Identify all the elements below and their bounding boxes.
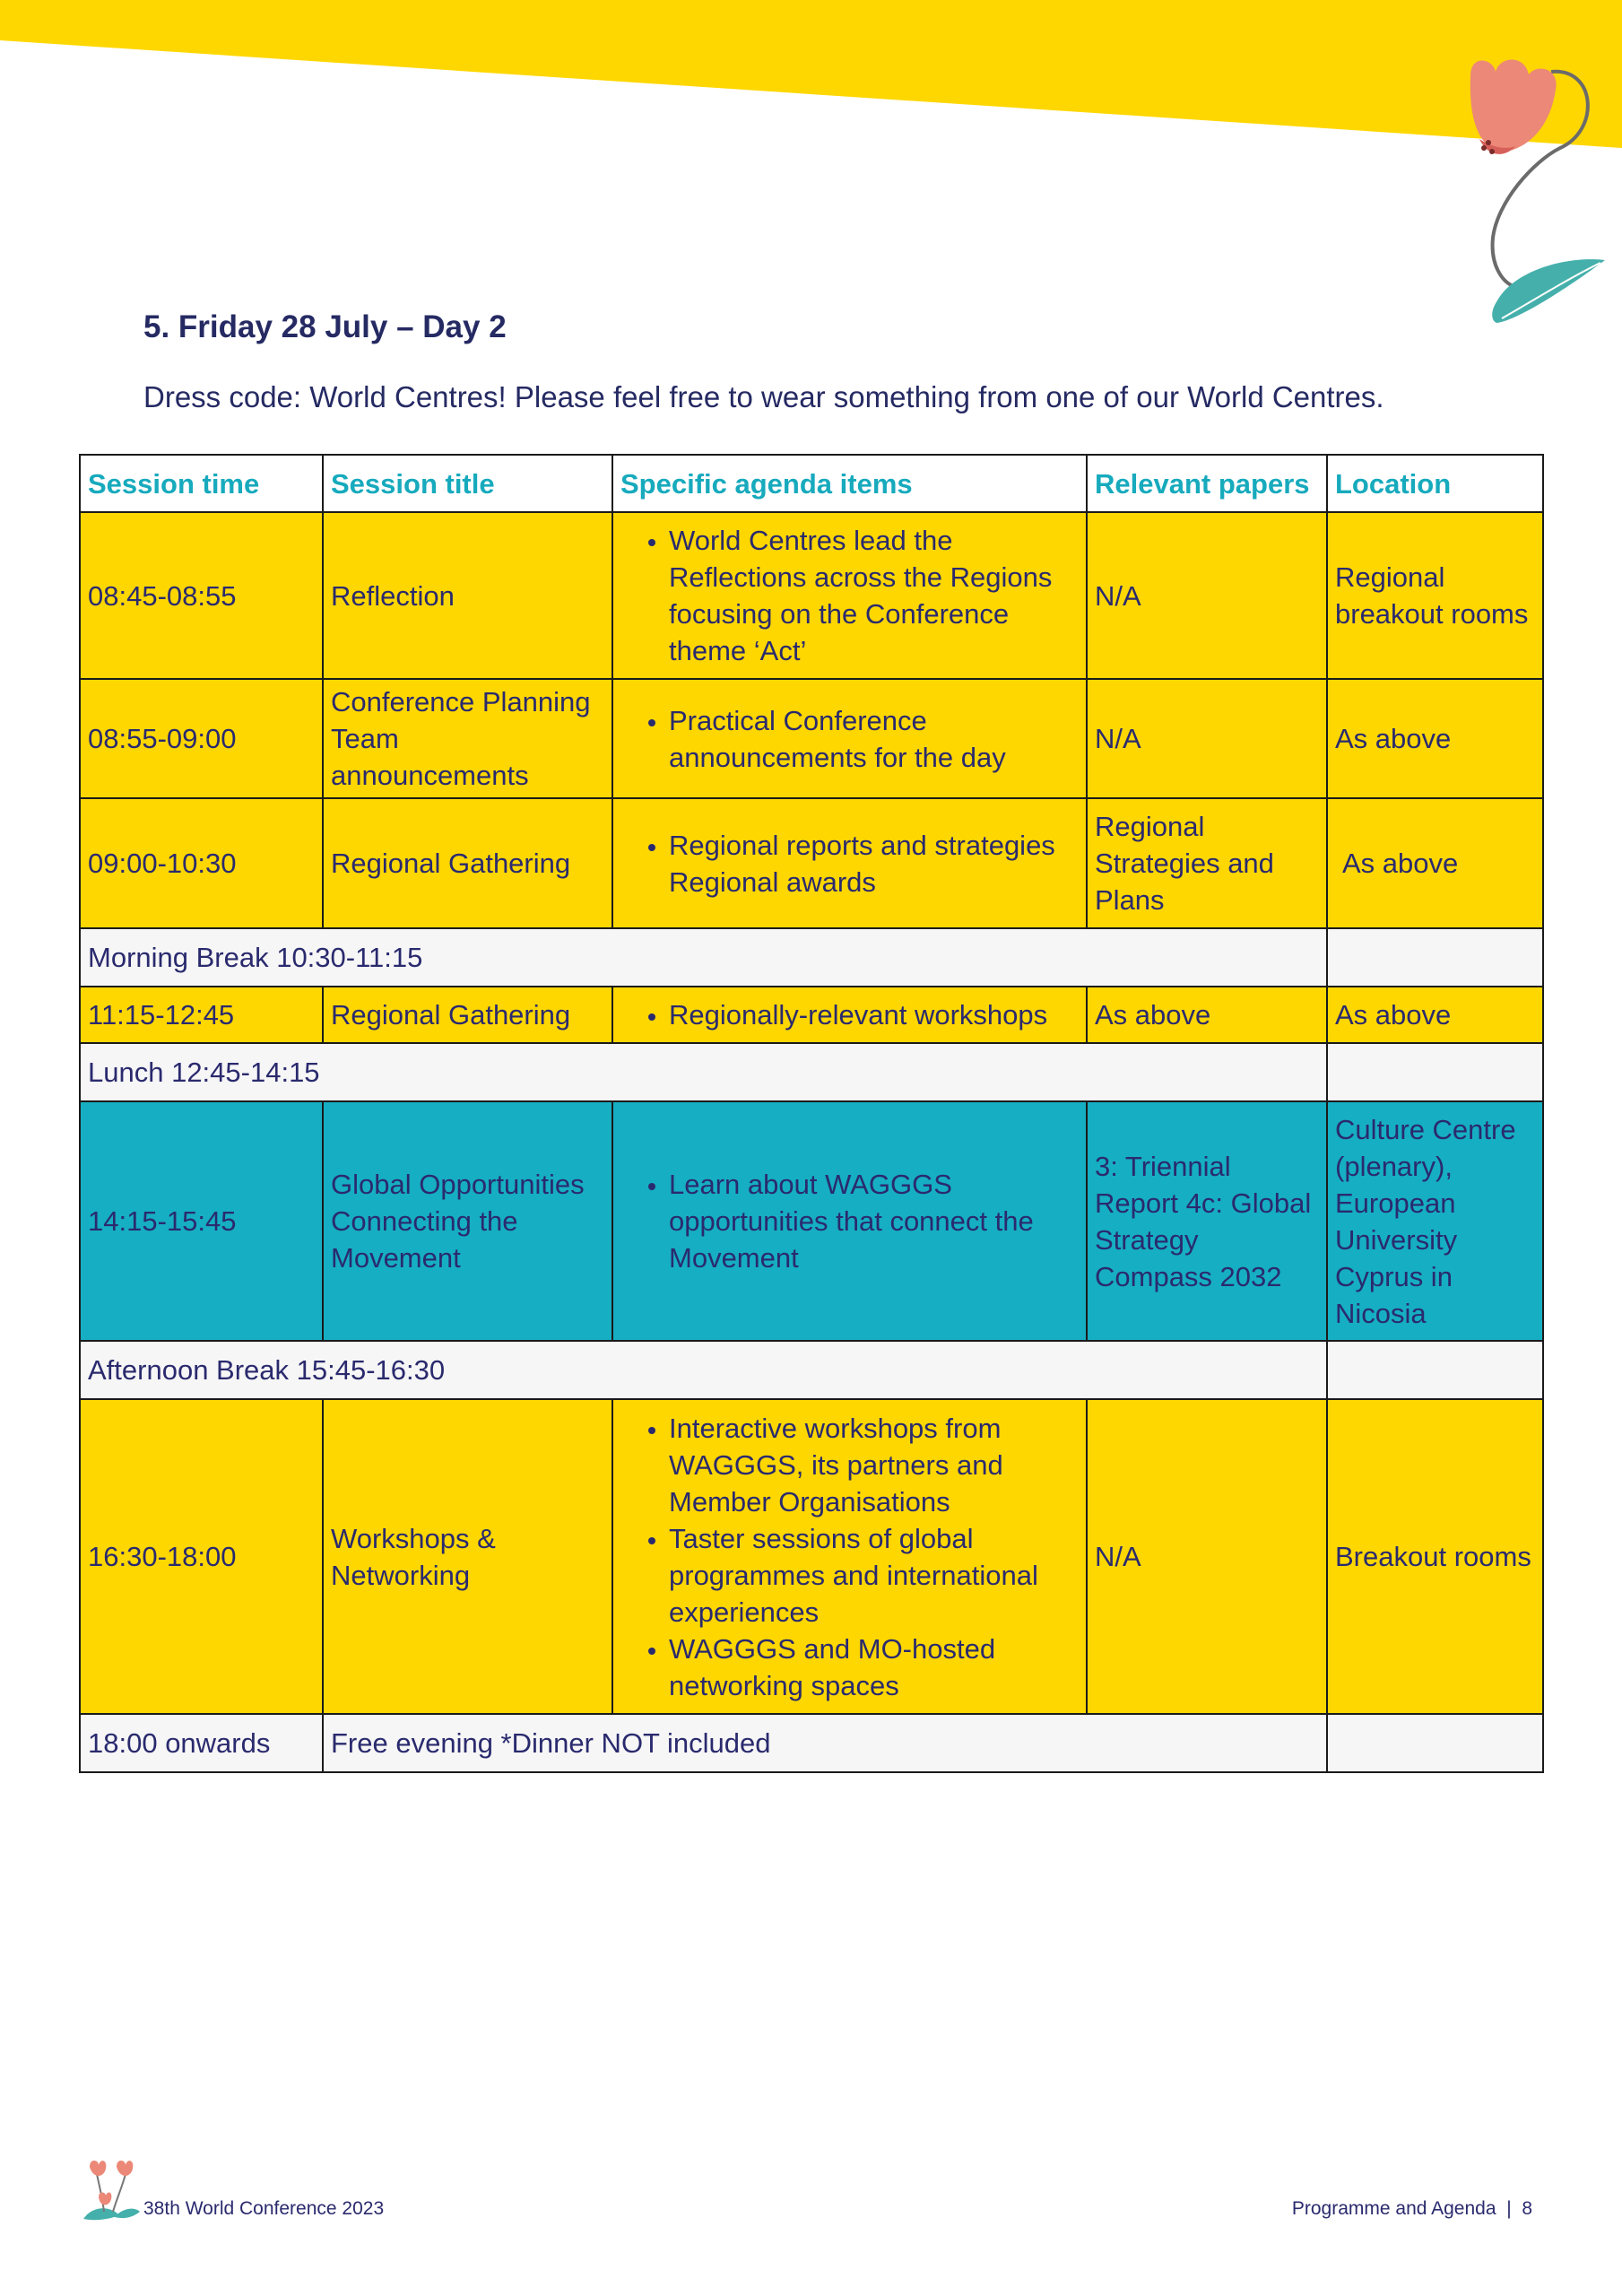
- cell-time: 11:15-12:45: [80, 987, 323, 1043]
- cell-items: [612, 798, 1087, 928]
- break-row: [80, 1043, 1543, 1101]
- list-item: • Taster sessions of global programmes and international experiences: [669, 1520, 1079, 1631]
- list-item: • Regionally-relevant workshops: [669, 996, 1079, 1033]
- flower-illustration-icon: [1453, 49, 1614, 336]
- break-row: [80, 1341, 1543, 1399]
- cell-papers: As above: [1087, 987, 1327, 1043]
- cell-location: Culture Centre (plenary), European University Cyprus in Nicosia: [1327, 1101, 1543, 1341]
- cell-papers: N/A: [1087, 1399, 1327, 1714]
- cell-title: Global Opportunities Connecting the Movement: [323, 1101, 612, 1341]
- table-row: [80, 1714, 1543, 1772]
- break-row: [80, 928, 1543, 987]
- header-location: Location: [1327, 455, 1543, 512]
- section-heading: 5. Friday 28 July – Day 2: [143, 309, 507, 344]
- list-item: • World Centres lead the Reflections across the Regions focusing on the Conference theme ‘Act’: [669, 522, 1079, 669]
- cell-title: Workshops & Networking: [323, 1399, 612, 1714]
- cell-time: 08:45-08:55: [80, 512, 323, 679]
- table-row: [80, 1101, 1543, 1341]
- cell-papers: N/A: [1087, 679, 1327, 798]
- footer-conference-title: 38th World Conference 2023: [143, 2198, 385, 2219]
- dress-code-text: Dress code: World Centres! Please feel free to wear something from one of our World Centres.: [143, 380, 1384, 413]
- table-row: [80, 679, 1543, 798]
- cell-title: Reflection: [323, 512, 612, 679]
- cell-time: 18:00 onwards: [80, 1714, 323, 1772]
- cell-location: Breakout rooms: [1327, 1399, 1543, 1714]
- cell-items: [612, 987, 1087, 1043]
- cell-items: [612, 512, 1087, 679]
- cell-free-evening: Free evening *Dinner NOT included: [323, 1714, 1327, 1772]
- cell-location: Regional breakout rooms: [1327, 512, 1543, 679]
- table-row: [80, 512, 1543, 679]
- list-item: • Regional reports and strategies Regional awards: [669, 827, 1079, 900]
- cell-time: 08:55-09:00: [80, 679, 323, 798]
- cell-papers: 3: Triennial Report 4c: Global Strategy Compass 2032: [1087, 1101, 1327, 1341]
- cell-time: 14:15-15:45: [80, 1101, 323, 1341]
- break-label: Afternoon Break 15:45-16:30: [80, 1341, 1327, 1399]
- break-empty-cell: [1327, 1043, 1543, 1101]
- cell-location: As above: [1327, 798, 1543, 928]
- cell-items: [612, 1399, 1087, 1714]
- cell-papers: N/A: [1087, 512, 1327, 679]
- cell-location: As above: [1327, 679, 1543, 798]
- header-session-title: Session title: [323, 455, 612, 512]
- agenda-table: [79, 454, 1544, 1773]
- list-item: • Learn about WAGGGS opportunities that connect the Movement: [669, 1166, 1079, 1276]
- cell-title: Regional Gathering: [323, 987, 612, 1043]
- break-label: Lunch 12:45-14:15: [80, 1043, 1327, 1101]
- header-session-time: Session time: [80, 455, 323, 512]
- cell-time: 09:00-10:30: [80, 798, 323, 928]
- cell-location: As above: [1327, 987, 1543, 1043]
- break-empty-cell: [1327, 1341, 1543, 1399]
- cell-items: [612, 1101, 1087, 1341]
- footer-page-label: Programme and Agenda | 8: [1291, 2198, 1532, 2219]
- table-row: [80, 987, 1543, 1043]
- list-item: • Practical Conference announcements for the day: [669, 702, 1079, 776]
- table-row: [80, 1399, 1543, 1714]
- cell-title: Regional Gathering: [323, 798, 612, 928]
- break-empty-cell: [1327, 928, 1543, 987]
- header-relevant-papers: Relevant papers: [1087, 455, 1327, 512]
- cell-title: Conference Planning Team announcements: [323, 679, 612, 798]
- list-item: • WAGGGS and MO-hosted networking spaces: [669, 1631, 1079, 1704]
- cell-time: 16:30-18:00: [80, 1399, 323, 1714]
- footer-flower-logo-icon: [79, 2156, 142, 2221]
- header-banner: [0, 0, 1622, 161]
- table-header-row: [80, 455, 1543, 512]
- break-empty-cell: [1327, 1714, 1543, 1772]
- cell-papers: Regional Strategies and Plans: [1087, 798, 1327, 928]
- header-agenda-items: Specific agenda items: [612, 455, 1087, 512]
- break-label: Morning Break 10:30-11:15: [80, 928, 1327, 987]
- list-item: • Interactive workshops from WAGGGS, its partners and Member Organisations: [669, 1410, 1079, 1520]
- table-row: [80, 798, 1543, 928]
- cell-items: [612, 679, 1087, 798]
